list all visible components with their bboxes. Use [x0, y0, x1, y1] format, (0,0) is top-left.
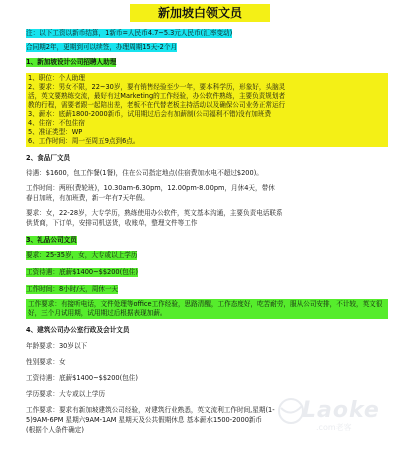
section-3-requirements: 工作要求：有接听电话，文件处理等office工作经验，思路清醒，工作态度好，吃苦耐劳，服从公司安排，不计较，英文很好，三个月试用期，试用期过后根据表现加薪。: [28, 300, 383, 317]
section-1-item: 5、准证类型：WP: [28, 128, 83, 136]
page-title: 新加坡白领文员: [130, 4, 270, 22]
section-4-line: 性别要求：女: [26, 358, 66, 366]
section-3-line: 工作时间：8小时/天，周休一天: [26, 285, 119, 293]
section-4-line: 学历要求：大专或以上学历: [26, 390, 106, 398]
section-4-line: 5)9AM-6PM 星期六9AM-1AM 星期天及公共假期休息 基本薪水1500-2000新币: [26, 416, 263, 424]
section-4-line: 年龄要求：30岁以下: [26, 342, 88, 350]
section-4-line: 工作要求：要求有新加坡建筑公司经验，对建筑行业熟悉，英文流利工作时间,星期(1-: [26, 406, 275, 414]
watermark-text: Laoke: [302, 398, 380, 423]
section-3-line: 工资待遇：底薪$1400~$$200(包住): [26, 268, 138, 276]
section-1-item: 2、要求：男女不限，22~30岁，要有销售经验至少一年，要本科学历，形象好，头脑灵: [28, 83, 286, 91]
section-2-line: 春日加班，有加班费，新一年有7天年假。: [26, 194, 149, 202]
watermark-subtext: .com老客: [316, 423, 352, 432]
section-3-line: 要求：25-35岁，女，大专或以上学历: [26, 251, 138, 259]
section-2-line: 工作时间：两班(费轮班)，10.30am-6.30pm，12.00pm-8.00pm，月休4天，带休: [26, 184, 275, 192]
intro-line-1: 注：以下工资以新币结算，1新币=人民币4.7~5.3元人民币(汇率变动): [26, 29, 233, 37]
watermark-logo: [276, 392, 386, 436]
section-1-item: 活，英文要熟练交流，最好有过Marketing的工作经验，办公软件熟练，主要负责规划者: [28, 92, 286, 100]
section-4-line: (根据个人条件确定): [26, 426, 84, 434]
section-2-title: 2、食品厂文员: [26, 154, 71, 162]
section-1-item: 4、住宿：不包住宿: [28, 119, 85, 127]
section-2-line: 待遇：$1600，包工作餐(1餐)，住在公司指定地点(住宿费加水电不超过$200)。: [26, 169, 263, 177]
section-3-title: 3、礼品公司文员: [26, 236, 77, 244]
section-2-line: 供货商，下订单，安排司机送货，收账单，整理文件等工作: [26, 219, 198, 227]
section-1-item: 3、薪水：底薪1800-2000新币，试用期过后会有加薪制(公司福利不错)没有加班费: [28, 110, 272, 118]
section-1-item: 1、职位：个人助理: [28, 74, 85, 82]
section-2-line: 要求：女，22-28岁，大专学历，熟练使用办公软件，英文基本沟通，主要负责电话联系: [26, 209, 283, 217]
intro-line-2: 合同期2年，更期到可以续签，办理周期15天-2个月: [26, 43, 178, 51]
section-3-block: [26, 299, 388, 319]
section-1-block: [26, 73, 388, 147]
section-1-item: 教的行程，需要者跟一起陪出差，老板不在代替老板主持活动以及确保公司业务正常运行: [28, 101, 286, 109]
section-1-title: 1、新加坡设计公司招聘人助理: [26, 58, 117, 66]
section-4-line: 工资待遇：底薪$1400~$$200(包住): [26, 374, 138, 382]
section-1-item: 6、工作时间：周一至周五9点到6点。: [28, 137, 140, 145]
section-4-title: 4、建筑公司办公室行政及会计文员: [26, 326, 130, 334]
